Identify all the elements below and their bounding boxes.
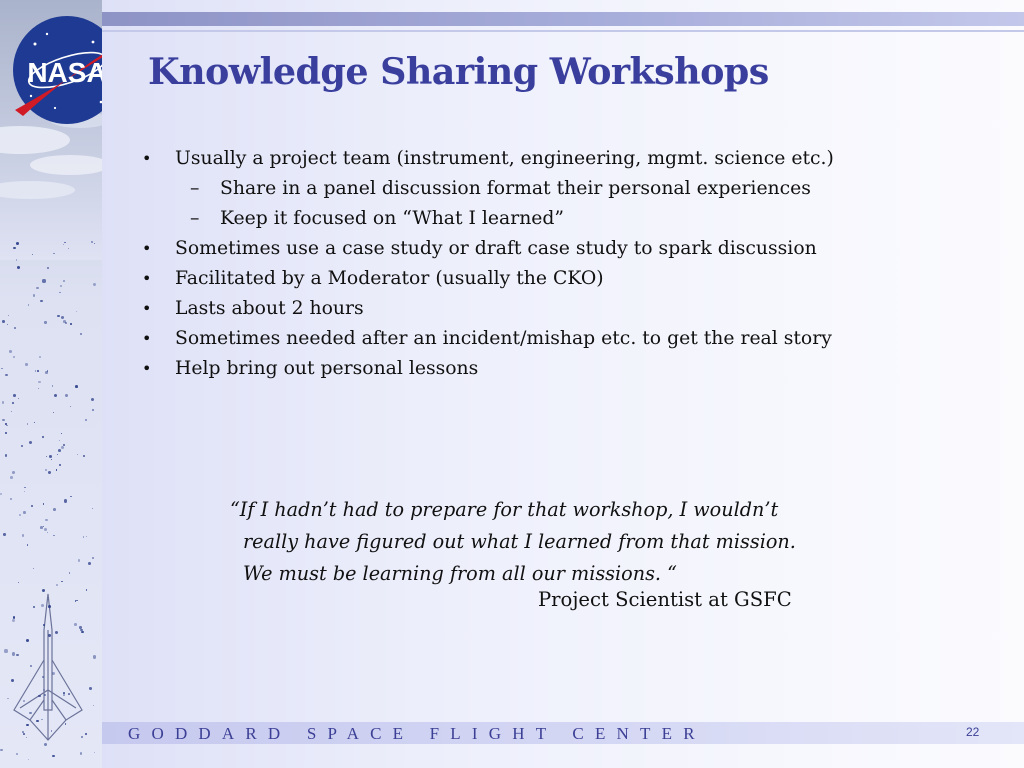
bullet-text: Usually a project team (instrument, engineering, mgmt. science etc.)	[175, 148, 834, 169]
star-dot	[24, 491, 25, 492]
star-dot	[93, 655, 96, 658]
star-dot	[27, 423, 29, 425]
star-dot	[64, 242, 65, 243]
sub-bullet-marker: –	[190, 178, 200, 199]
star-dot	[40, 300, 42, 302]
star-dot	[92, 508, 93, 509]
star-dot	[53, 412, 54, 413]
star-dot	[13, 356, 15, 358]
star-dot	[69, 572, 71, 574]
footer-org-name: GODDARD SPACE FLIGHT CENTER	[128, 724, 706, 743]
bullet-marker: •	[142, 269, 152, 288]
star-dot	[11, 411, 12, 412]
star-dot	[3, 533, 6, 536]
star-dot	[43, 503, 44, 504]
star-dot	[65, 394, 68, 397]
quote-line: really have figured out what I learned from that mission.	[243, 530, 796, 553]
star-dot	[19, 514, 21, 516]
star-dot	[2, 401, 4, 403]
star-dot	[28, 304, 29, 305]
header-rule	[102, 30, 1024, 32]
bullet-text: Sometimes needed after an incident/mishap etc. to get the real story	[175, 328, 832, 349]
star-dot	[22, 731, 24, 733]
quote-attribution: Project Scientist at GSFC	[538, 588, 792, 611]
star-dot	[63, 280, 65, 282]
bullet-item	[142, 354, 1002, 384]
star-dot	[45, 371, 48, 374]
star-dot	[44, 321, 46, 323]
star-dot	[33, 568, 34, 569]
star-dot	[48, 634, 50, 636]
star-dot	[28, 759, 29, 760]
star-dot	[10, 476, 13, 479]
star-dot	[23, 700, 25, 702]
bullet-text: Facilitated by a Moderator (usually the CKO)	[175, 268, 604, 289]
bullet-item	[142, 324, 1002, 354]
star-dot	[51, 459, 52, 460]
bullet-item	[142, 144, 1002, 174]
star-dot	[74, 623, 77, 626]
star-dot	[8, 315, 9, 316]
page-number: 22	[966, 725, 980, 739]
bullet-marker: •	[142, 299, 152, 318]
star-dot	[70, 323, 71, 324]
star-dot	[63, 244, 64, 245]
star-dot	[7, 324, 8, 325]
star-dot	[57, 315, 60, 318]
star-dot	[18, 582, 20, 584]
star-dot	[47, 532, 48, 533]
bullet-marker: •	[142, 239, 152, 258]
star-dot	[80, 629, 83, 632]
star-dot	[86, 536, 87, 537]
star-dot	[18, 398, 19, 399]
star-dot	[49, 455, 52, 458]
sub-bullet-text: Keep it focused on “What I learned”	[220, 208, 565, 229]
star-dot	[45, 519, 48, 522]
star-dot	[29, 441, 32, 444]
star-dot	[13, 394, 16, 397]
star-dot	[0, 749, 2, 751]
star-dot	[9, 350, 12, 353]
star-dot	[43, 526, 44, 527]
star-dot	[52, 755, 55, 758]
star-dot	[12, 652, 15, 655]
star-dot	[61, 446, 64, 449]
star-dot	[2, 320, 5, 323]
bullet-item	[142, 294, 1002, 324]
star-dot	[59, 292, 60, 293]
star-dot	[81, 736, 83, 738]
bullet-marker: •	[142, 329, 152, 348]
star-dot	[24, 487, 25, 488]
star-dot	[63, 694, 65, 696]
star-dot	[12, 471, 15, 474]
star-dot	[94, 752, 96, 754]
star-dot	[57, 454, 59, 456]
star-dot	[53, 508, 56, 511]
sub-bullet-text: Share in a panel discussion format their personal experiences	[220, 178, 811, 199]
star-dot	[68, 248, 69, 249]
star-dot	[16, 753, 18, 755]
star-dot	[85, 733, 87, 735]
rocket-sketch-image	[8, 590, 88, 750]
star-dot	[33, 294, 36, 297]
star-dot	[30, 665, 32, 667]
star-dot	[36, 287, 38, 289]
star-dot	[16, 654, 18, 656]
star-dot	[53, 535, 54, 536]
star-dot	[42, 589, 45, 592]
star-dot	[0, 493, 2, 495]
quote-block	[230, 494, 796, 590]
bullet-item	[142, 234, 1002, 264]
star-dot	[51, 730, 52, 731]
star-dot	[83, 536, 85, 538]
star-dot	[89, 687, 92, 690]
star-dot	[85, 419, 87, 421]
star-dot	[64, 499, 67, 502]
star-dot	[34, 422, 35, 423]
bullet-text: Help bring out personal lessons	[175, 358, 479, 379]
star-dot	[5, 374, 7, 376]
quote-line: “If I hadn’t had to prepare for that workshop, I wouldn’t	[230, 498, 779, 521]
star-dot	[78, 559, 80, 561]
star-dot	[23, 733, 25, 735]
star-dot	[42, 279, 45, 282]
star-dot	[92, 557, 94, 559]
star-dot	[26, 639, 29, 642]
star-dot	[70, 406, 71, 407]
star-dot	[56, 469, 57, 470]
sub-bullet-marker: –	[190, 208, 200, 229]
star-dot	[21, 445, 24, 448]
star-dot	[52, 672, 55, 675]
star-dot	[92, 409, 94, 411]
bullet-text: Sometimes use a case study or draft case study to spark discussion	[175, 238, 817, 259]
header-bar	[102, 12, 1024, 26]
star-dot	[61, 581, 62, 582]
star-dot	[25, 363, 28, 366]
quote-line: We must be learning from all our missions. “	[243, 562, 677, 585]
star-dot	[22, 534, 24, 536]
star-dot	[38, 388, 39, 389]
sub-bullet-item	[142, 174, 1002, 204]
star-dot	[5, 432, 7, 434]
star-dot	[54, 394, 57, 397]
star-dot	[4, 649, 7, 652]
star-dot	[10, 498, 12, 500]
star-dot	[76, 311, 77, 312]
decorative-space-strip	[0, 0, 107, 768]
star-dot	[59, 440, 60, 441]
bullet-list	[142, 144, 1002, 384]
star-dot	[12, 402, 14, 404]
star-dot	[14, 327, 16, 329]
star-dot	[42, 436, 44, 438]
star-dot	[17, 266, 20, 269]
star-dot	[93, 283, 96, 286]
star-dot	[46, 456, 47, 457]
star-dot	[61, 316, 64, 319]
star-dot	[44, 528, 47, 531]
star-dot	[88, 562, 91, 565]
star-dot	[83, 455, 85, 457]
star-dot	[58, 449, 61, 452]
nasa-logo	[5, 12, 107, 132]
star-dot	[16, 242, 19, 245]
star-dot	[5, 454, 8, 457]
star-dot	[60, 285, 62, 287]
star-dot	[5, 423, 7, 425]
star-dot	[63, 320, 66, 323]
star-dot	[38, 381, 40, 383]
bullet-marker: •	[142, 359, 152, 378]
star-dot	[1, 368, 2, 369]
star-dot	[27, 544, 28, 545]
star-dot	[2, 419, 4, 421]
bullet-text: Lasts about 2 hours	[175, 298, 364, 319]
star-dot	[56, 584, 58, 586]
star-dot	[59, 464, 61, 466]
star-dot	[61, 433, 63, 435]
star-dot	[70, 496, 72, 498]
sub-bullet-item	[142, 204, 1002, 234]
star-dot	[93, 705, 95, 707]
star-dot	[80, 752, 83, 755]
nasa-logo-text: NASA	[27, 57, 107, 88]
star-dot	[23, 511, 25, 513]
star-dot	[41, 719, 42, 720]
star-dot	[48, 471, 51, 474]
bullet-marker: •	[142, 149, 152, 168]
star-dot	[35, 370, 37, 372]
star-dot	[6, 425, 8, 427]
star-dot	[39, 356, 41, 358]
slide-title: Knowledge Sharing Workshops	[148, 50, 769, 93]
star-dot	[80, 333, 82, 335]
star-dot	[75, 385, 78, 388]
star-dot	[91, 398, 94, 401]
star-dot	[31, 505, 32, 506]
star-dot	[77, 454, 78, 455]
bullet-item	[142, 264, 1002, 294]
star-dot	[52, 385, 54, 387]
star-dot	[37, 370, 39, 372]
star-dot	[47, 267, 49, 269]
star-dot	[45, 469, 47, 471]
star-dot	[91, 241, 93, 243]
